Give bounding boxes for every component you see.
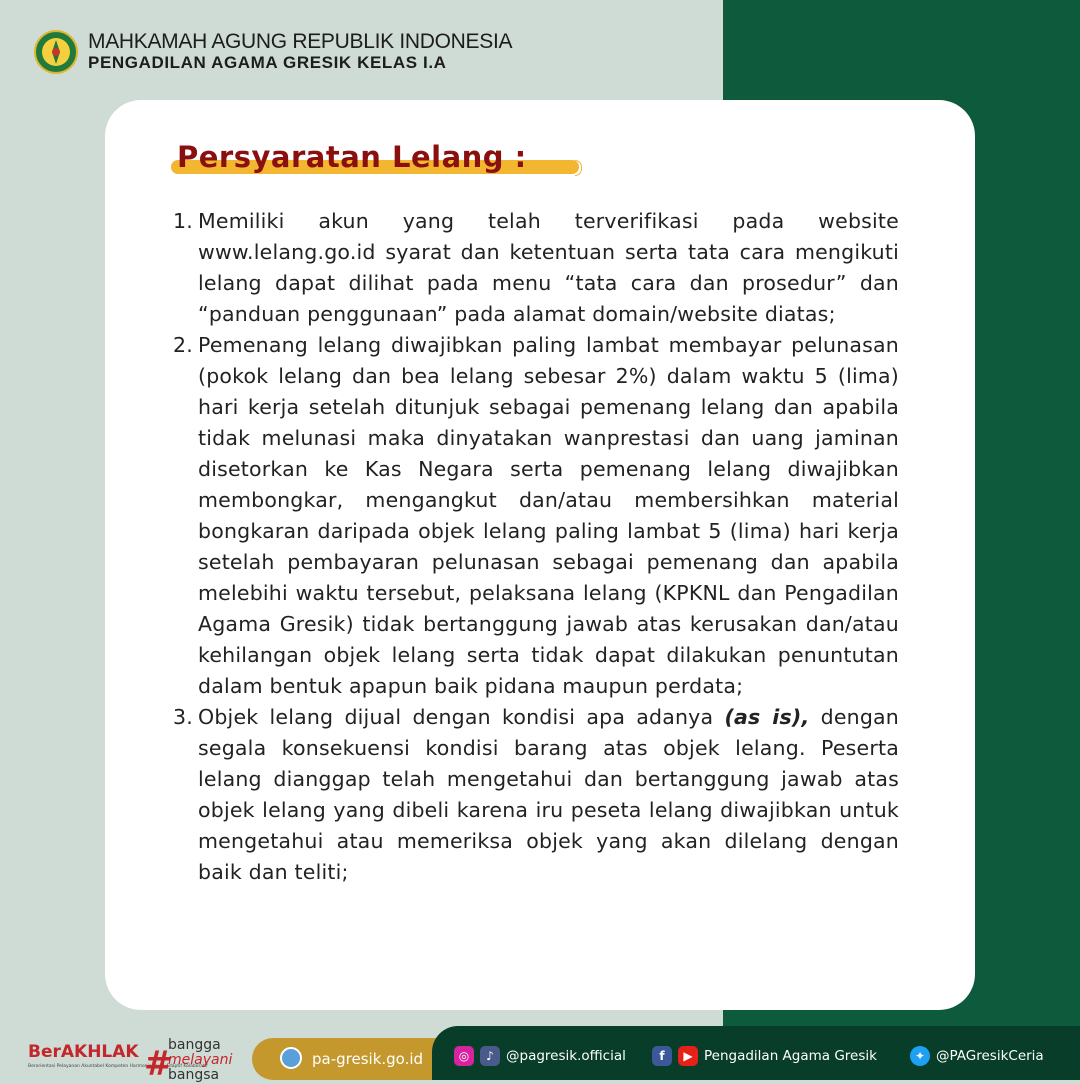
header-title: MAHKAMAH AGUNG REPUBLIK INDONESIA [88, 30, 513, 53]
berakhlak-logo [28, 1037, 248, 1084]
facebook-youtube-link[interactable] [652, 1046, 877, 1066]
section-title [171, 140, 591, 180]
item-text-before: Objek lelang dijual dengan kondisi apa adanya [198, 705, 725, 729]
item-number: 2. [173, 333, 193, 357]
item-number: 3. [173, 705, 193, 729]
globe-icon [280, 1047, 302, 1069]
youtube-icon: ▶ [678, 1046, 698, 1066]
list-item [173, 330, 899, 702]
institution-header [34, 26, 512, 78]
hashtag-word-2: melayani [168, 1052, 233, 1068]
as-is-emphasis: (as is), [724, 705, 810, 729]
instagram-tiktok-link[interactable] [454, 1046, 626, 1066]
website-pill[interactable] [252, 1038, 452, 1080]
berakhlak-text: BerAKHLAK [28, 1042, 139, 1062]
tiktok-icon: ♪ [480, 1046, 500, 1066]
list-item [173, 702, 899, 888]
mahkamah-agung-logo [34, 26, 78, 78]
website-link[interactable]: pa-gresik.go.id [312, 1050, 424, 1068]
twitter-icon: ✦ [910, 1046, 930, 1066]
item-number: 1. [173, 209, 193, 233]
page-title: Persyaratan Lelang : [177, 140, 527, 174]
item-text: Pemenang lelang diwajibkan paling lambat membayar pelunasan (pokok lelang dan bea lelang sebesar 2%) dalam waktu 5 (lima) hari kerja setelah ditunjuk sebagai pemenang lelang dan apabila tidak melunasi maka dinyatakan wanprestasi dan uang jaminan disetorkan ke Kas Negara serta pemenang lelang diwajibkan membongkar, mengangkut dan/atau membersihkan material bongkaran daripada objek lelang paling lambat 5 (lima) hari kerja setelah pembayaran pelunasan sebagai pemenang dan apabila melebihi waktu tersebut, pelaksana lelang (KPKNL dan Pengadilan Agama Gresik) tidak bertanggung jawab atas kerusakan dan/atau kehilangan objek lelang serta tidak dapat dilakukan penuntutan dalam bentuk apapun baik pidana maupun perdata; [198, 333, 899, 698]
bangga-melayani-bangsa [168, 1038, 232, 1083]
social-bar [432, 1026, 1080, 1080]
hashtag-icon: # [144, 1044, 173, 1084]
berakhlak-subtext: Berorientasi Pelayanan Akuntabel Kompeten Harmonis Loyal Adaptif Kolaboratif [28, 1064, 208, 1069]
list-item [173, 206, 899, 330]
instagram-handle[interactable]: @pagresik.official [506, 1048, 626, 1064]
hashtag-word-1: bangga [168, 1037, 221, 1053]
item-text: Memiliki akun yang telah terverifikasi pada website www.lelang.go.id syarat dan ketentuan serta tata cara mengikuti lelang dapat dilihat pada menu “tata cara dan prosedur” dan “panduan penggunaan” pada alamat domain/website diatas; [198, 209, 899, 326]
requirements-list [173, 206, 899, 888]
twitter-link[interactable] [910, 1046, 1044, 1066]
twitter-handle[interactable]: @PAGresikCeria [936, 1048, 1044, 1064]
title-highlight-end [575, 160, 582, 176]
content-card [105, 100, 975, 1010]
instagram-icon: ◎ [454, 1046, 474, 1066]
item-text-after: dengan segala konsekuensi kondisi barang atas objek lelang. Peserta lelang dianggap telah mengetahui dan bertanggung jawab atas objek lelang yang dibeli karena iru peseta lelang diwajibkan untuk mengetahui atau memeriksa objek yang akan dilelang dengan baik dan teliti; [198, 705, 899, 884]
facebook-icon: f [652, 1046, 672, 1066]
footer [0, 1022, 1080, 1084]
header-subtitle: PENGADILAN AGAMA GRESIK KELAS I.A [88, 53, 447, 72]
facebook-page-name[interactable]: Pengadilan Agama Gresik [704, 1048, 877, 1064]
hashtag-word-3: bangsa [168, 1067, 220, 1083]
